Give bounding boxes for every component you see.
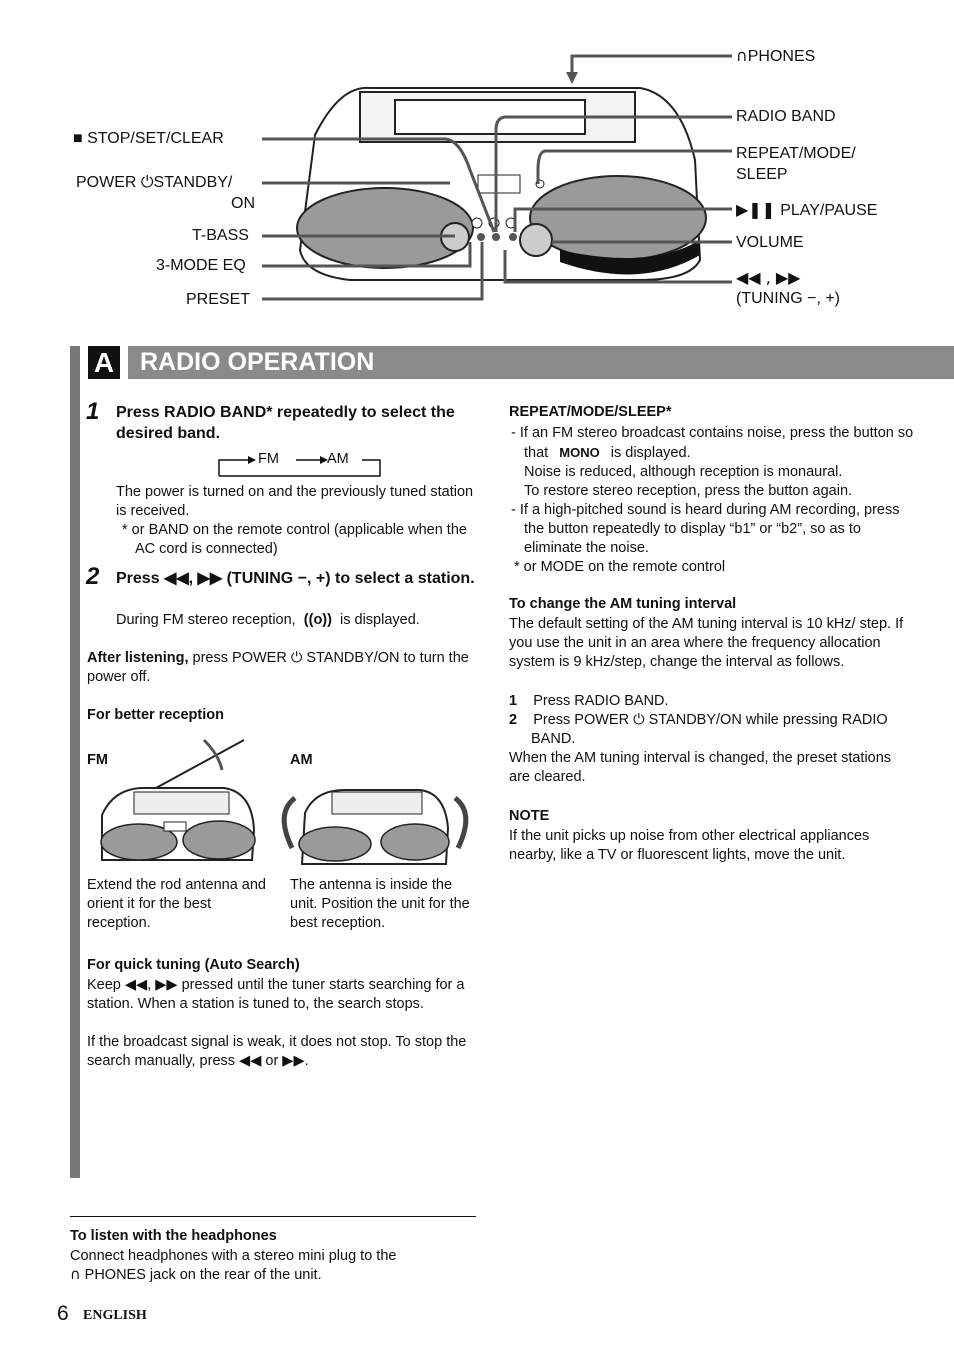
quick-tuning-heading: For quick tuning (Auto Search): [87, 957, 300, 973]
am-interval-text: The default setting of the AM tuning interval is 10 kHz/ step. If you use the unit in an area where the frequency allocation system is 9 kHz/step, change the interval as follows.: [509, 616, 904, 670]
page-number: 6: [57, 1302, 69, 1325]
repeat-bullets: [511, 424, 916, 577]
repeat-bullet-1-d: To restore stereo reception, press the button again.: [524, 483, 853, 499]
repeat-bullet-1-c: Noise is reduced, although reception is monaural.: [524, 464, 843, 480]
stereo-icon: ((o)): [303, 612, 332, 628]
step-1-number: 1: [86, 398, 100, 425]
repeat-bullet-1: - If an FM stereo broadcast contains noise, press the button so that MONO is displayed.: [511, 425, 914, 461]
headphones-text-1: Connect headphones with a stereo mini plug to the: [70, 1248, 397, 1264]
am-step-1: 1 Press RADIO BAND.: [509, 693, 669, 709]
headphones-icon: ∩: [70, 1267, 81, 1283]
fm-antenna-illustration: [94, 730, 264, 870]
repeat-mode-label: REPEAT/MODE/: [736, 145, 856, 162]
sleep-label: SLEEP: [736, 166, 788, 183]
headphones-icon: ∩: [736, 46, 748, 65]
note-text: If the unit picks up noise from other electrical appliances nearby, like a TV or fluorescent lights, move the unit.: [509, 828, 870, 863]
preset-label: PRESET: [186, 291, 251, 308]
phones-label: ∩PHONES: [736, 46, 816, 65]
step-2-title: Press ◀◀, ▶▶ (TUNING −, +) to select a station.: [116, 570, 475, 587]
repeat-bullet-2: - If a high-pitched sound is heard during AM recording, press the button repeatedly to display “b1” or “b2”, so as to eliminate the noise.: [511, 502, 900, 556]
power-on-label: ON: [231, 195, 255, 212]
am-step-2: 2 Press POWER ⏻ STANDBY/ON while pressing RADIO BAND.: [509, 712, 888, 747]
note-heading: NOTE: [509, 808, 550, 824]
radio-band-label: RADIO BAND: [736, 108, 836, 125]
repeat-footnote: * or MODE on the remote control: [514, 559, 726, 575]
repeat-heading: REPEAT/MODE/SLEEP*: [509, 404, 672, 420]
volume-label: VOLUME: [736, 234, 804, 251]
power-standby-label: POWER ⏻STANDBY/: [76, 174, 233, 191]
fm-reception-text: Extend the rod antenna and orient it for the best reception.: [87, 877, 266, 931]
am-label: AM: [290, 752, 313, 768]
am-interval-after: When the AM tuning interval is changed, the preset stations are cleared.: [509, 750, 892, 785]
stop-set-clear-label: ■ STOP/SET/CLEAR: [73, 130, 224, 147]
language-label: ENGLISH: [83, 1308, 147, 1323]
band-cycle-diagram: [216, 450, 386, 478]
t-bass-label: T-BASS: [192, 227, 249, 244]
headphones-heading: To listen with the headphones: [70, 1228, 277, 1244]
after-listening-text: After listening, press POWER ⏻ STANDBY/ON to turn the power off.: [87, 650, 469, 685]
section-title: RADIO OPERATION: [140, 348, 375, 376]
section-side-bar: [70, 346, 80, 1178]
step-2-text: During FM stereo reception, ((o)) is displayed.: [116, 612, 420, 628]
tuning-arrows-label: ◀◀ , ▶▶: [736, 268, 801, 287]
step-1-title: Press RADIO BAND* repeatedly to select the desired band.: [116, 404, 455, 442]
headphones-text-2: ∩ PHONES jack on the rear of the unit.: [70, 1267, 322, 1283]
mono-indicator: MONO: [559, 445, 600, 460]
fm-label: FM: [87, 752, 108, 768]
quick-tuning-text-2: If the broadcast signal is weak, it does not stop. To stop the search manually, press ◀◀ or ▶▶.: [87, 1034, 467, 1069]
band-am: AM: [327, 451, 349, 467]
step-2-number: 2: [86, 563, 100, 590]
better-reception-heading: For better reception: [87, 707, 224, 723]
mode-eq-label: 3-MODE EQ: [156, 257, 246, 274]
am-interval-heading: To change the AM tuning interval: [509, 596, 737, 612]
step-1-text: The power is turned on and the previously tuned station is received.: [116, 484, 474, 519]
play-pause-label: ▶❚❚ PLAY/PAUSE: [736, 200, 878, 219]
am-reception-text: The antenna is inside the unit. Position the unit for the best reception.: [290, 877, 470, 931]
play-pause-icon: ▶❚❚: [736, 200, 781, 219]
section-letter: A: [88, 346, 120, 379]
am-interval-steps: [509, 692, 914, 787]
quick-tuning-text-1: Keep ◀◀, ▶▶ pressed until the tuner starts searching for a station. When a station is tuned to, the search stops.: [87, 977, 465, 1012]
divider: [70, 1216, 476, 1217]
step-1-footnote: * or BAND on the remote control (applicable when the AC cord is connected): [122, 522, 467, 557]
am-rotate-illustration: [270, 768, 480, 872]
band-fm: FM: [258, 451, 279, 467]
tuning-label: (TUNING −, +): [736, 290, 841, 307]
